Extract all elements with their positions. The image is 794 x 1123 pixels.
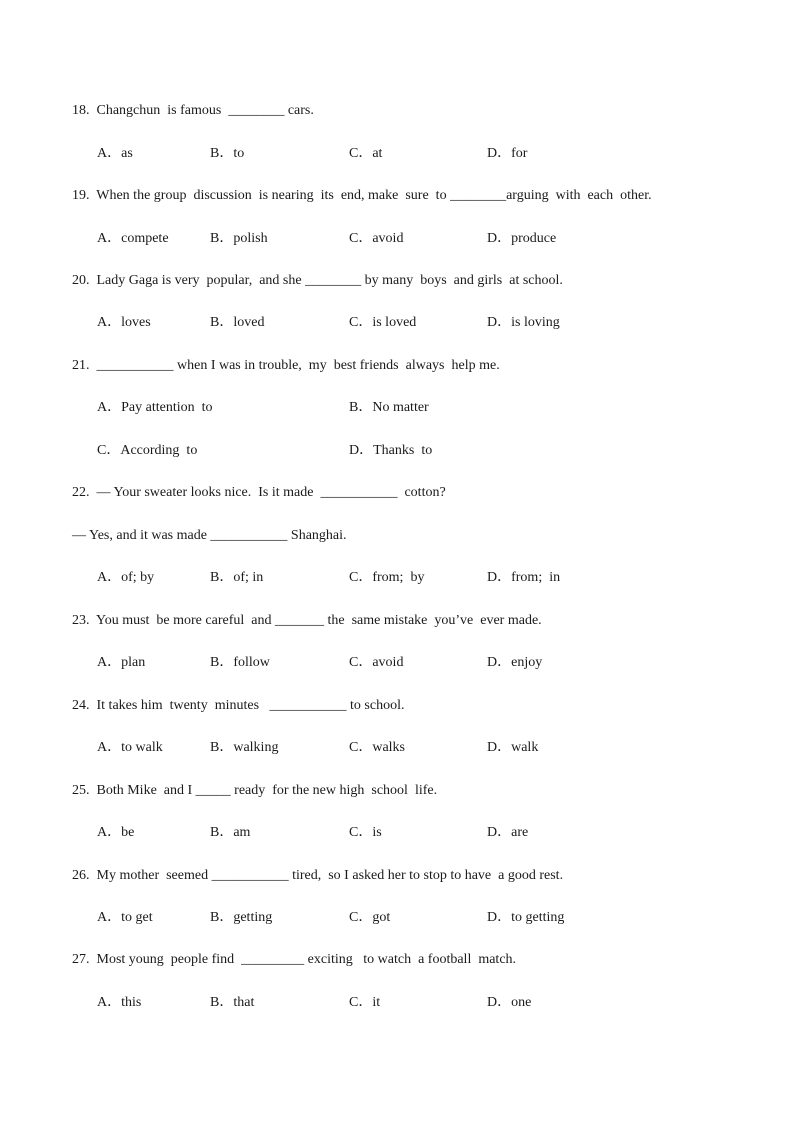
question-25-option-a: A．be xyxy=(97,825,135,840)
question-24-option-b: B．walking xyxy=(210,740,279,755)
question-20-option-b: B．loved xyxy=(210,315,265,330)
question-20-stem: 20. Lady Gaga is very popular, and she ________ by many boys and girls at school. xyxy=(72,273,563,288)
question-21-option-a: A．Pay attention to xyxy=(97,400,213,415)
question-23-option-a: A．plan xyxy=(97,655,146,670)
question-19-option-d: D．produce xyxy=(487,231,557,246)
question-21-option-c: C．According to xyxy=(97,443,198,458)
question-27-option-b: B．that xyxy=(210,995,255,1010)
question-18-option-d: D．for xyxy=(487,146,528,161)
question-24-option-a: A．to walk xyxy=(97,740,163,755)
question-23-option-d: D．enjoy xyxy=(487,655,543,670)
question-27-stem: 27. Most young people find _________ exciting to watch a football match. xyxy=(72,952,517,967)
question-20-option-c: C．is loved xyxy=(349,315,417,330)
question-22-stem: 22. — Your sweater looks nice. Is it made ___________ cotton? xyxy=(72,485,446,500)
question-21-option-b: B．No matter xyxy=(349,400,429,415)
question-26-option-c: C．got xyxy=(349,910,391,925)
question-27-option-c: C．it xyxy=(349,995,381,1010)
question-20-option-d: D．is loving xyxy=(487,315,560,330)
question-20-option-a: A．loves xyxy=(97,315,151,330)
question-26-stem: 26. My mother seemed ___________ tired, so I asked her to stop to have a good rest. xyxy=(72,868,564,883)
question-27-option-a: A．this xyxy=(97,995,142,1010)
question-23-option-b: B．follow xyxy=(210,655,270,670)
question-24-option-c: C．walks xyxy=(349,740,405,755)
question-22-option-b: B．of; in xyxy=(210,570,264,585)
question-26-option-d: D．to getting xyxy=(487,910,565,925)
question-26-option-b: B．getting xyxy=(210,910,273,925)
question-22-option-d: D．from; in xyxy=(487,570,561,585)
question-18-stem: 18. Changchun is famous ________ cars. xyxy=(72,103,314,118)
question-22-option-c: C．from; by xyxy=(349,570,425,585)
question-25-stem: 25. Both Mike and I _____ ready for the new high school life. xyxy=(72,783,438,798)
question-18-option-a: A．as xyxy=(97,146,133,161)
question-18-option-b: B．to xyxy=(210,146,245,161)
question-25-option-c: C．is xyxy=(349,825,382,840)
question-25-option-b: B．am xyxy=(210,825,251,840)
question-21-stem: 21. ___________ when I was in trouble, my best friends always help me. xyxy=(72,358,500,373)
question-19-option-a: A．compete xyxy=(97,231,169,246)
question-26-option-a: A．to get xyxy=(97,910,153,925)
question-23-option-c: C．avoid xyxy=(349,655,404,670)
question-18-option-c: C．at xyxy=(349,146,383,161)
question-21-option-d: D．Thanks to xyxy=(349,443,433,458)
question-25-option-d: D．are xyxy=(487,825,529,840)
question-22-stem-reply: — Yes, and it was made ___________ Shanghai. xyxy=(72,528,347,543)
question-22-option-a: A．of; by xyxy=(97,570,155,585)
question-19-stem: 19. When the group discussion is nearing its end, make sure to ________arguing with each other. xyxy=(72,188,652,203)
question-24-option-d: D．walk xyxy=(487,740,539,755)
question-23-stem: 23. You must be more careful and _______ the same mistake you’ve ever made. xyxy=(72,613,542,628)
question-24-stem: 24. It takes him twenty minutes ___________ to school. xyxy=(72,698,405,713)
question-19-option-c: C．avoid xyxy=(349,231,404,246)
question-27-option-d: D．one xyxy=(487,995,532,1010)
question-19-option-b: B．polish xyxy=(210,231,268,246)
